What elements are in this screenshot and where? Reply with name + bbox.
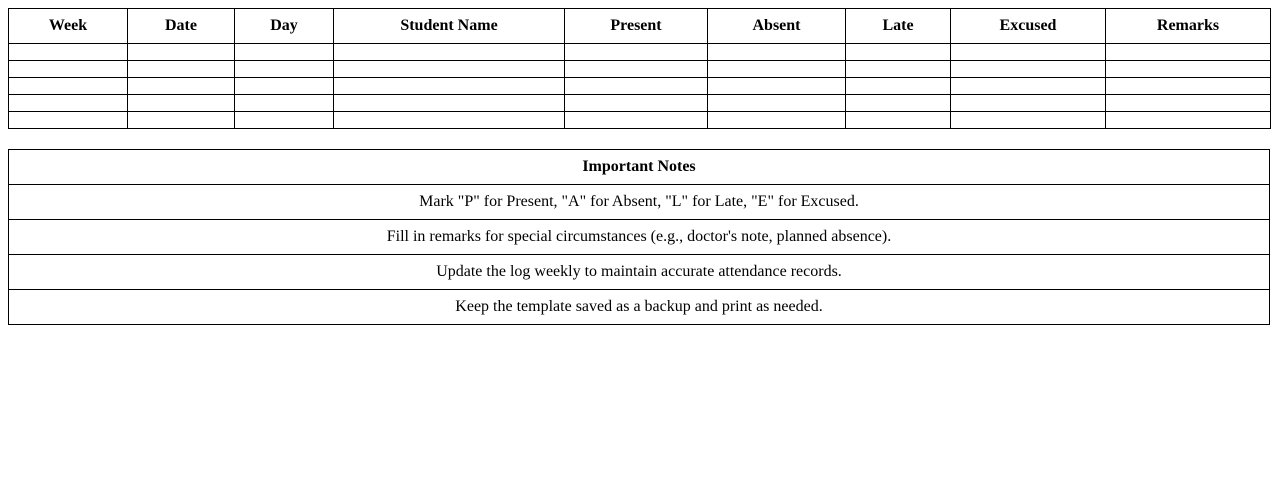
column-header-excused: Excused xyxy=(951,9,1106,44)
column-header-date: Date xyxy=(128,9,235,44)
note-row xyxy=(9,185,1270,220)
week-cell xyxy=(9,61,128,78)
week-cell xyxy=(9,95,128,112)
excused-cell xyxy=(951,95,1106,112)
note-row xyxy=(9,220,1270,255)
present-cell xyxy=(565,78,708,95)
excused-cell xyxy=(951,61,1106,78)
late-cell xyxy=(846,61,951,78)
date-cell xyxy=(128,78,235,95)
day-cell xyxy=(235,44,334,61)
table-row xyxy=(9,44,1271,61)
note-row xyxy=(9,255,1270,290)
note-item: Update the log weekly to maintain accurate attendance records. xyxy=(9,255,1270,290)
day-cell xyxy=(235,78,334,95)
remarks-cell xyxy=(1106,61,1271,78)
table-row xyxy=(9,78,1271,95)
student-name-cell xyxy=(334,44,565,61)
note-row xyxy=(9,290,1270,325)
column-header-late: Late xyxy=(846,9,951,44)
column-header-present: Present xyxy=(565,9,708,44)
notes-header-row xyxy=(9,150,1270,185)
header-row xyxy=(9,9,1271,44)
late-cell xyxy=(846,95,951,112)
remarks-cell xyxy=(1106,112,1271,129)
day-cell xyxy=(235,112,334,129)
column-header-student-name: Student Name xyxy=(334,9,565,44)
date-cell xyxy=(128,95,235,112)
column-header-day: Day xyxy=(235,9,334,44)
notes-title: Important Notes xyxy=(9,150,1270,185)
late-cell xyxy=(846,78,951,95)
date-cell xyxy=(128,44,235,61)
date-cell xyxy=(128,61,235,78)
excused-cell xyxy=(951,44,1106,61)
present-cell xyxy=(565,61,708,78)
note-item: Fill in remarks for special circumstances (e.g., doctor's note, planned absence). xyxy=(9,220,1270,255)
absent-cell xyxy=(708,78,846,95)
note-item: Keep the template saved as a backup and print as needed. xyxy=(9,290,1270,325)
date-cell xyxy=(128,112,235,129)
column-header-week: Week xyxy=(9,9,128,44)
remarks-cell xyxy=(1106,44,1271,61)
present-cell xyxy=(565,112,708,129)
student-name-cell xyxy=(334,95,565,112)
absent-cell xyxy=(708,95,846,112)
present-cell xyxy=(565,44,708,61)
absent-cell xyxy=(708,61,846,78)
remarks-cell xyxy=(1106,95,1271,112)
attendance-log-table xyxy=(8,8,1271,129)
absent-cell xyxy=(708,44,846,61)
table-row xyxy=(9,61,1271,78)
late-cell xyxy=(846,44,951,61)
note-item: Mark "P" for Present, "A" for Absent, "L" for Late, "E" for Excused. xyxy=(9,185,1270,220)
late-cell xyxy=(846,112,951,129)
excused-cell xyxy=(951,112,1106,129)
week-cell xyxy=(9,44,128,61)
excused-cell xyxy=(951,78,1106,95)
student-name-cell xyxy=(334,61,565,78)
present-cell xyxy=(565,95,708,112)
column-header-absent: Absent xyxy=(708,9,846,44)
table-row xyxy=(9,112,1271,129)
week-cell xyxy=(9,112,128,129)
student-name-cell xyxy=(334,112,565,129)
column-header-remarks: Remarks xyxy=(1106,9,1271,44)
table-row xyxy=(9,95,1271,112)
important-notes-table xyxy=(8,149,1270,325)
absent-cell xyxy=(708,112,846,129)
day-cell xyxy=(235,95,334,112)
student-name-cell xyxy=(334,78,565,95)
week-cell xyxy=(9,78,128,95)
remarks-cell xyxy=(1106,78,1271,95)
day-cell xyxy=(235,61,334,78)
